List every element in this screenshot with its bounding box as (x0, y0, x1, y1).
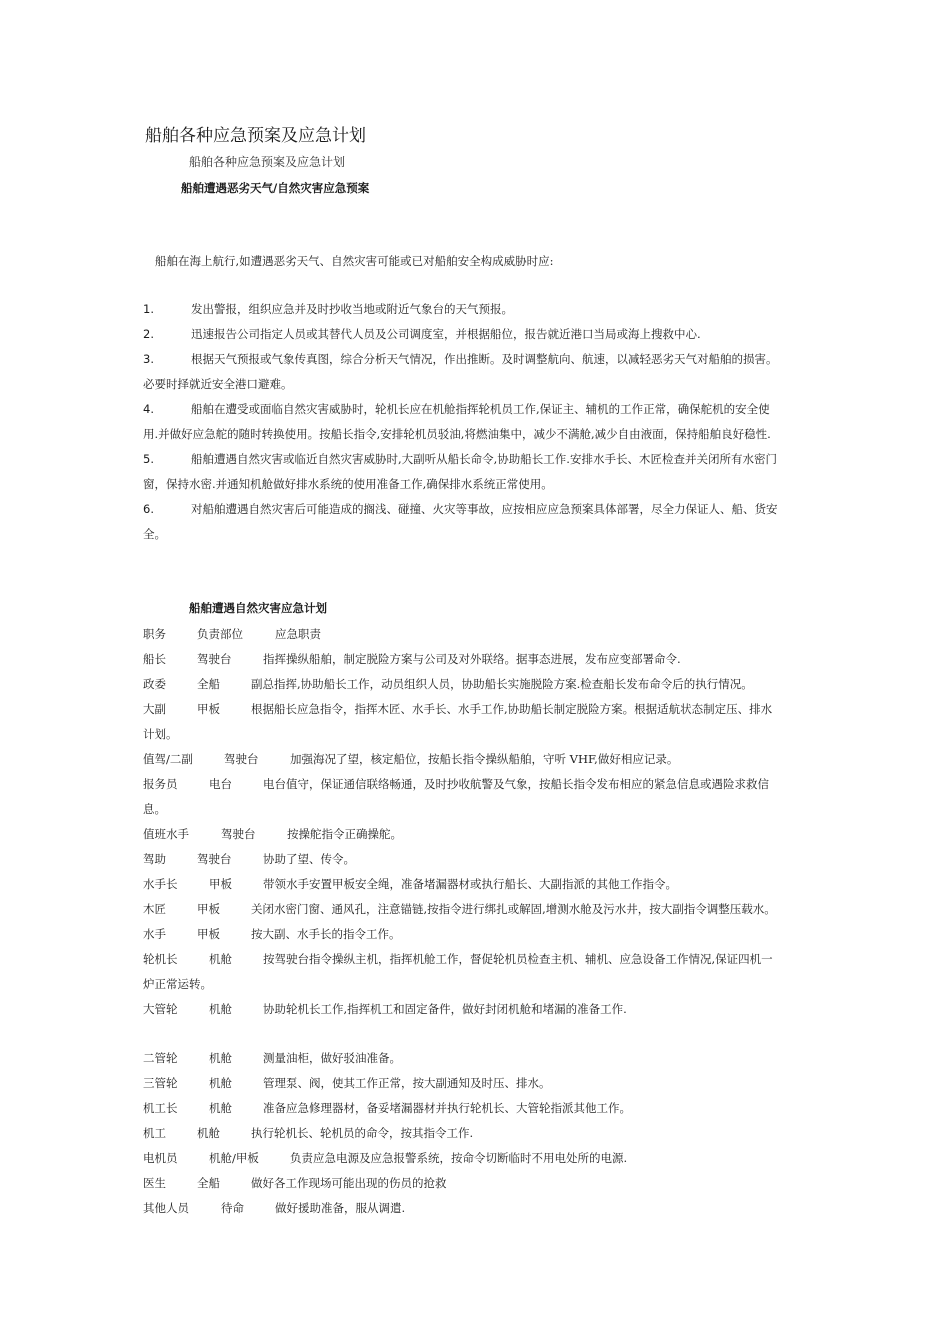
row-duty: 协助了望、传令。 (263, 852, 355, 866)
row-role: 政委 (143, 677, 166, 691)
row-role: 轮机长 (143, 952, 178, 966)
item-number: 5. (143, 452, 154, 466)
row-role: 医生 (143, 1176, 166, 1190)
row-dept: 待命 (221, 1201, 244, 1215)
row-role: 木匠 (143, 902, 166, 916)
item-number: 2. (143, 327, 154, 341)
row-dept: 驾驶台 (197, 852, 232, 866)
row-duty: 带领水手安置甲板安全绳，准备堵漏器材或执行船长、大副指派的其他工作指令。 (263, 877, 677, 891)
header-dept: 负责部位 (197, 627, 243, 641)
row-duty: 协助轮机长工作,指挥机工和固定备件，做好封闭机舱和堵漏的准备工作. (263, 1002, 627, 1016)
row-role: 值驾/二副 (143, 752, 193, 766)
row-role: 电机员 (143, 1151, 178, 1165)
row-duty: 根据船长应急指令，指挥木匠、水手长、水手工作,协助船长制定脱险方案。根据适航状态制定压、排水 (251, 702, 773, 716)
row-duty-continuation: 息。 (143, 802, 166, 816)
row-duty: 关闭水密门窗、通风孔，注意锚链,按指令进行绑扎或解固,增测水舱及污水井，按大副指令调整压载水。 (251, 902, 776, 916)
row-duty: 按操舵指令正确操舵。 (287, 827, 402, 841)
row-duty-continuation: 计划。 (143, 727, 178, 741)
row-duty: 负责应急电源及应急报警系统，按命令切断临时不用电处所的电源. (290, 1151, 628, 1165)
row-duty: 做好各工作现场可能出现的伤员的抢救 (251, 1176, 447, 1190)
row-dept: 机舱 (209, 952, 232, 966)
list-item-continuation: 窗，保持水密.并通知机舱做好排水系统的使用准备工作,确保排水系统正常使用。 (143, 477, 553, 491)
row-dept: 驾驶台 (197, 652, 232, 666)
row-duty: 按大副、水手长的指令工作。 (251, 927, 401, 941)
row-role: 水手长 (143, 877, 178, 891)
row-dept: 甲板 (197, 702, 220, 716)
document-title: 船舶各种应急预案及应急计划 (145, 126, 366, 146)
list-item-continuation: 全。 (143, 527, 166, 541)
row-role: 其他人员 (143, 1201, 189, 1215)
row-role: 报务员 (143, 777, 178, 791)
row-dept: 驾驶台 (224, 752, 259, 766)
header-duty: 应急职责 (275, 627, 321, 641)
list-item: 根据天气预报或气象传真图，综合分析天气情况，作出推断。及时调整航向、航速，以减轻恶劣天气对船舶的损害。 (191, 352, 778, 366)
item-number: 4. (143, 402, 154, 416)
row-dept: 甲板 (209, 877, 232, 891)
section-heading-disaster-plan: 船舶遭遇自然灾害应急计划 (189, 601, 327, 615)
list-item-continuation: 用.并做好应急舵的随时转换使用。按船长指令,安排轮机员驳油,将燃油集中，减少不满舱,减少自由液面，保持船舶良好稳性. (143, 427, 771, 441)
row-role: 机工长 (143, 1101, 178, 1115)
document-subtitle: 船舶各种应急预案及应急计划 (189, 155, 346, 169)
row-duty: 准备应急修理器材，备妥堵漏器材并执行轮机长、大管轮指派其他工作。 (263, 1101, 631, 1115)
row-dept: 机舱/甲板 (209, 1151, 259, 1165)
intro-paragraph: 船舶在海上航行,如遭遇恶劣天气、自然灾害可能或已对船舶安全构成威胁时应: (155, 254, 554, 268)
list-item: 迅速报告公司指定人员或其替代人员及公司调度室，并根据船位，报告就近港口当局或海上搜救中心. (191, 327, 701, 341)
row-duty: 副总指挥,协助船长工作，动员组织人员，协助船长实施脱险方案.检查船长发布命令后的执行情况。 (251, 677, 753, 691)
list-item: 船舶遭遇自然灾害或临近自然灾害威胁时,大副听从船长命令,协助船长工作.安排水手长、木匠检查并关闭所有水密门 (191, 452, 777, 466)
row-dept: 机舱 (209, 1051, 232, 1065)
row-duty: 指挥操纵船舶，制定脱险方案与公司及对外联络。据事态进展，发布应变部署命令. (263, 652, 681, 666)
list-item: 对船舶遭遇自然灾害后可能造成的搁浅、碰撞、火灾等事故，应按相应应急预案具体部署，尽全力保证人、船、货安 (191, 502, 778, 516)
row-role: 机工 (143, 1126, 166, 1140)
row-role: 驾助 (143, 852, 166, 866)
list-item-continuation: 必要时择就近安全港口避难。 (143, 377, 293, 391)
row-dept: 全船 (197, 677, 220, 691)
row-role: 水手 (143, 927, 166, 941)
row-role: 三管轮 (143, 1076, 178, 1090)
row-dept: 甲板 (197, 927, 220, 941)
row-dept: 全船 (197, 1176, 220, 1190)
header-role: 职务 (143, 627, 166, 641)
row-duty: 电台值守，保证通信联络畅通，及时抄收航警及气象，按船长指令发布相应的紧急信息或遇险求救信 (263, 777, 769, 791)
list-item: 船舶在遭受或面临自然灾害威胁时，轮机长应在机舱指挥轮机员工作,保证主、辅机的工作正常，确保舵机的安全使 (191, 402, 770, 416)
row-duty: 按驾驶台指令操纵主机，指挥机舱工作，督促轮机员检查主机、辅机、应急设备工作情况,保证四机一 (263, 952, 773, 966)
row-role: 大管轮 (143, 1002, 178, 1016)
item-number: 6. (143, 502, 154, 516)
row-duty: 管理泵、阀，使其工作正常，按大副通知及时压、排水。 (263, 1076, 551, 1090)
item-number: 1. (143, 302, 154, 316)
row-duty: 加强海况了望，核定船位，按船长指令操纵船舶，守听 VHF,做好相应记录。 (290, 752, 679, 766)
row-role: 船长 (143, 652, 166, 666)
row-role: 值班水手 (143, 827, 189, 841)
row-dept: 电台 (209, 777, 232, 791)
row-dept: 机舱 (209, 1002, 232, 1016)
row-role: 大副 (143, 702, 166, 716)
item-number: 3. (143, 352, 154, 366)
row-role: 二管轮 (143, 1051, 178, 1065)
list-item: 发出警报，组织应急并及时抄收当地或附近气象台的天气预报。 (191, 302, 513, 316)
row-dept: 机舱 (209, 1076, 232, 1090)
row-dept: 机舱 (209, 1101, 232, 1115)
row-dept: 甲板 (197, 902, 220, 916)
row-duty: 做好援助准备，服从调遣. (275, 1201, 406, 1215)
section-heading-weather-plan: 船舶遭遇恶劣天气/自然灾害应急预案 (181, 181, 370, 195)
row-duty: 执行轮机长、轮机员的命令，按其指令工作. (251, 1126, 474, 1140)
row-dept: 机舱 (197, 1126, 220, 1140)
row-duty: 测量油柜，做好驳油准备。 (263, 1051, 401, 1065)
row-duty-continuation: 炉正常运转。 (143, 977, 212, 991)
row-dept: 驾驶台 (221, 827, 256, 841)
